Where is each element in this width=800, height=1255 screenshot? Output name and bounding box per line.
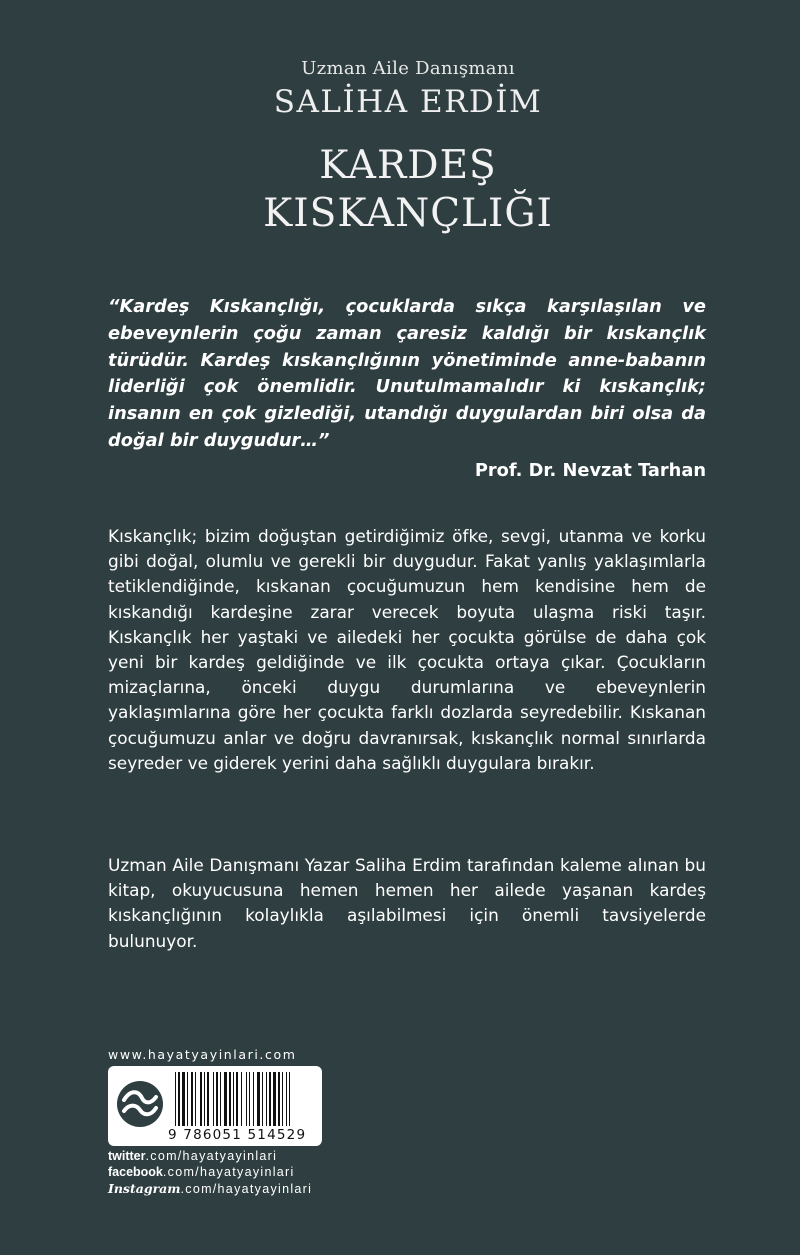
description-paragraph-1: Kıskançlık; bizim doğuştan getirdiğimiz öfke, sevgi, utanma ve korku gibi doğal, olumlu ve gerekli bir duygudur. Fakat yanlış yaklaşımlarla tetiklendiğinde, kıskanan çocuğumuzun hem kendisine hem de kıskandığı kardeşine zarar verecek boyuta ulaşma riski taşır. Kıskançlık her yaştaki ve ailedeki her çocukta görülse de daha çok yeni bir kardeş geldiğinde ve ilk çocukta ortaya çıkar. Çocukların mizaçlarına, önceki duygu durumlarına ve ebeveynlerin yaklaşımlarına göre her çocukta farklı dozlarda seyredebilir. Kıskanan çocuğumuzu anlar ve doğru davranırsak, kıskançlık normal sınırlarda seyreder ve giderek yerini daha sağlıklı duygulara bırakır. [108,526,706,773]
book-title-line-2: KISKANÇLIĞI [263,191,553,236]
author-subtitle: Uzman Aile Danışmanı [301,58,515,79]
instagram-brand: Instagram [108,1181,181,1196]
instagram-path: .com/hayatyayinlari [180,1182,313,1196]
facebook-brand: facebook [108,1165,163,1179]
facebook-path: .com/hayatyayinlari [162,1165,295,1179]
twitter-brand: twitter [108,1149,146,1163]
twitter-path: .com/hayatyayinlari [145,1149,278,1163]
instagram-link[interactable] [108,1181,312,1196]
quote-attribution: Prof. Dr. Nevzat Tarhan [474,460,706,481]
publisher-logo-icon [116,1080,164,1128]
author-name: SALİHA ERDİM [273,84,543,120]
twitter-link[interactable] [108,1149,277,1163]
publisher-website: www.hayatyayinlari.com [108,1047,297,1062]
isbn-barcode [174,1072,316,1126]
description-paragraph-2: Uzman Aile Danışmanı Yazar Saliha Erdim tarafından kaleme alınan bu kitap, okuyucusuna hemen hemen her ailede yaşanan kardeş kıskançlığının kolaylıkla aşılabilmesi için önemli tavsiyelerde bulunuyor. [108,855,706,951]
facebook-link[interactable] [108,1165,295,1179]
isbn-number: 9 786051 514529 [168,1127,307,1143]
endorsement-quote: “Kardeş Kıskançlığı, çocuklarda sıkça karşılaşılan ve ebeveynlerin çoğu zaman çaresiz kaldığı bir kıskançlık türüdür. Kardeş kıskançlığının yönetiminde anne-babanın liderliği çok önemlidir. Unutulmamalıdır ki kıskançlık; insanın en çok gizlediği, utandığı duygulardan biri olsa da doğal bir duygudur…” [108,296,706,451]
book-title-line-1: KARDEŞ [319,143,497,188]
barcode-panel [108,1066,322,1146]
